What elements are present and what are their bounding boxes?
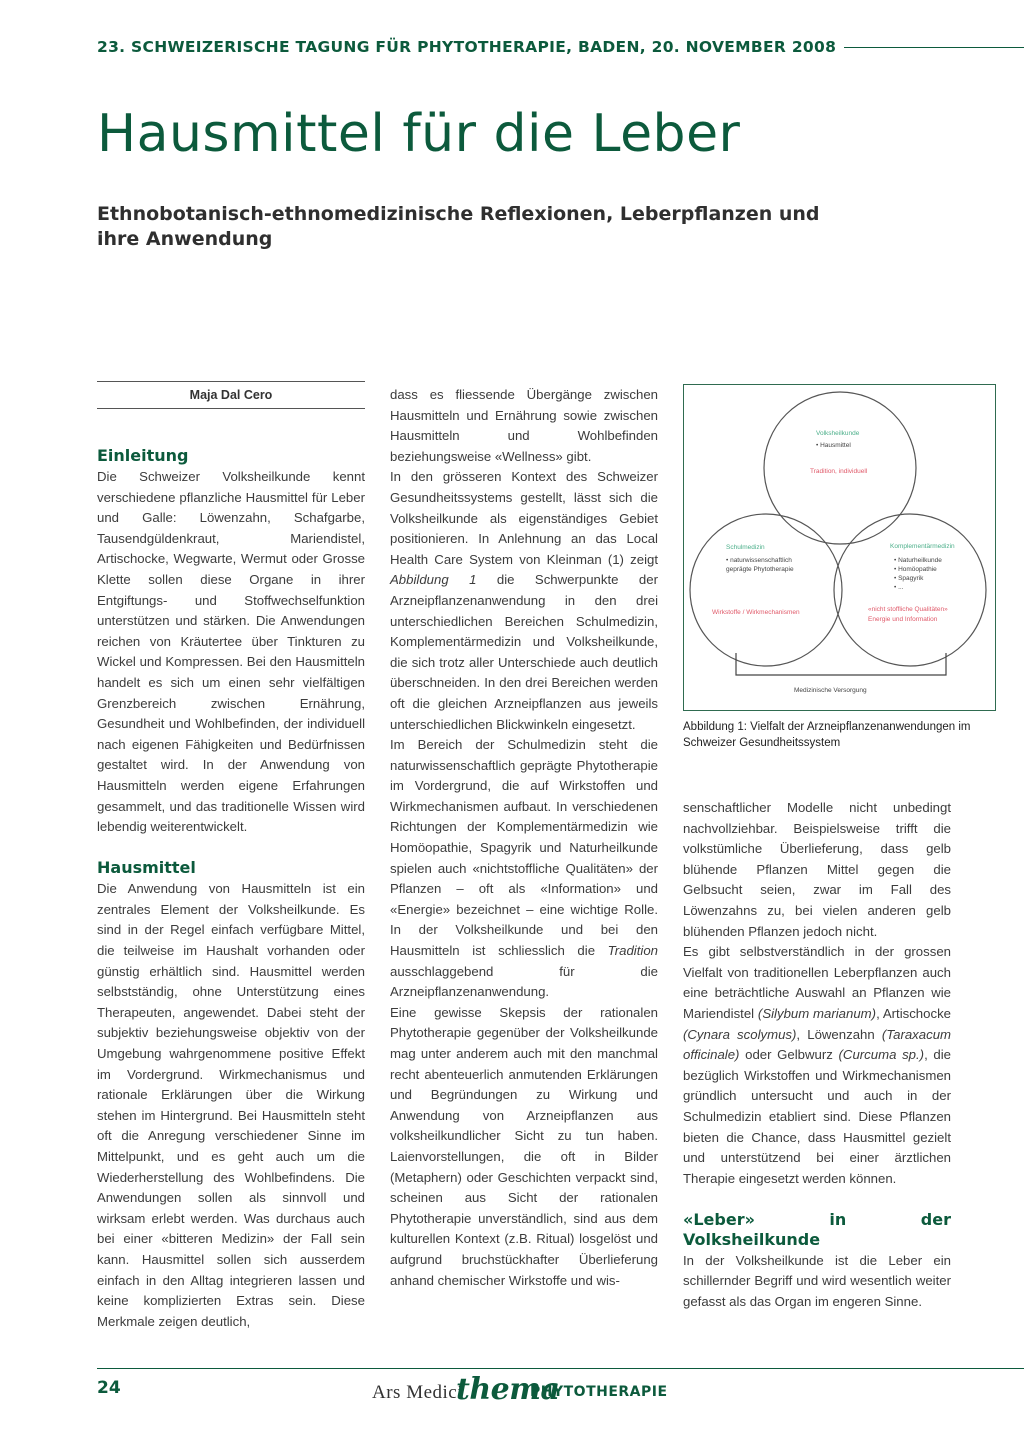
- article-subtitle: Ethnobotanisch-ethnomedizinische Reflexionen, Leberpflanzen und ihre Anwendung: [97, 203, 820, 250]
- label-left-item2: geprägte Phytotherapie: [726, 566, 794, 573]
- footer-rule: [97, 1368, 1024, 1369]
- label-top-red: Tradition, individuell: [810, 468, 868, 475]
- label-left-red: Wirkstoffe / Wirkmechanismen: [712, 609, 800, 616]
- paragraph: Eine gewisse Skepsis der rationalen Phytotherapie gegenüber der Volksheilkunde mag unter anderem auch mit den manchmal recht abenteuerlich anmutenden Erklärungen und Begründungen zu Wirkung und Anwendung von Arzneipflanzen aus volksheilkundlicher Sicht zu tun haben. Laienvorstellungen, die oft in Bilder (Metaphern) oder Geschichten verpackt sind, scheinen aus Sicht der rationalen Phytotherapie unverständlich, sind aus dem kulturellen Kontext (z.B. Ritual) losgelöst und aufgrund bruchstückhafter Überlieferung anhand chemischer Wirkstoffe und wis-: [390, 1004, 658, 1288]
- heading-hausmittel: Hausmittel: [97, 858, 196, 878]
- conference-title: 23. SCHWEIZERISCHE TAGUNG FÜR PHYTOTHERAPIE, BADEN, 20. NOVEMBER 2008: [97, 38, 844, 56]
- running-header: [97, 38, 1024, 58]
- paragraph: In den grösseren Kontext des Schweizer Gesundheitssystems gestellt, lässt sich die Volksheilkunde als eigenständiges Gebiet positionieren. In Anlehnung an das Local Health Care System von Kleinman (1) zeigt Abbildung 1 die Schwerpunkte der Arzneipflanzenanwendung in den drei unterschiedlichen Bereichen Schulmedizin, Komplementärmedizin und Volksheilkunde, die sich trotz aller Unterschiede auch deutlich überschneiden. In den drei Bereichen werden oft die gleichen Arzneipflanzen aus jeweils unterschiedlichen Blickwinkeln eingesetzt.: [390, 469, 658, 732]
- bracket: [736, 653, 946, 675]
- label-right-red1: «nicht stoffliche Qualitäten»: [868, 606, 948, 613]
- paragraph: Die Anwendung von Hausmitteln ist ein zentrales Element der Volksheilkunde. Es sind in der Regel einfach verfügbare Mittel, die teilweise im Haushalt vorhanden oder günstig erhältlich sind. Hausmittel werden selbstständig, ohne Unterstützung eines Therapeuten, angewendet. Dabei steht der subjektiv beziehungsweise objektiv von der Umgebung wahrgenommene positive Effekt im Vordergrund. Wirkmechanismus und rationale Erklärungen über die Wirkung stehen im Hintergrund. Bei Hausmitteln steht oft die Anregung verschiedener Sinne im Mittelpunkt, und es geht auch um die Wiederherstellung des Wohlbefindens. Die Anwendungen sollen als sinnvoll und wirksam erlebt werden. Was durchaus auch bei einer «bitteren Medizin» der Fall sein kann. Hausmittel sollen sich ausserdem einfach in den Alltag integrieren lassen und keine komplizierten Extras sein. Diese Merkmale zeigen deutlich,: [97, 881, 365, 1329]
- circle-komplementaermedizin: [834, 514, 986, 666]
- figure-venn-diagram: [683, 384, 996, 711]
- figure-caption: Abbildung 1: Vielfalt der Arzneipflanzenanwendungen im Schweizer Gesundheitssystem: [683, 721, 971, 749]
- label-right-item3: • Spagyrik: [894, 575, 924, 582]
- paragraph: Es gibt selbstverständlich in der grossen Vielfalt von traditionellen Leberpflanzen auch eine beträchtliche Auswahl an Pflanzen wie Mariendistel (Silybum marianum), Artischocke (Cynara scolymus), Löwenzahn (Taraxacum officinale) oder Gelbwurz (Curcuma sp.), die bezüglich Wirkstoffen und Wirkmechanismen gründlich untersucht und auch in der Schulmedizin etabliert sind. Diese Pflanzen bieten die Chance, dass Hausmittel gezielt und unterstützend bei einer ärztlichen Therapie eingesetzt werden können.: [683, 944, 952, 1186]
- heading-leber: «Leber» in der Volksheilkunde: [683, 1209, 951, 1249]
- label-right-item1: • Naturheilkunde: [894, 557, 942, 564]
- paragraph: Die Schweizer Volksheilkunde kennt verschiedene pflanzliche Hausmittel für Leber und Galle: Löwenzahn, Schafgarbe, Tausendgüldenkraut, Mariendistel, Artischocke, Wegwarte, Wermut oder Grosse Klette sollen diese Organe in ihrer Entgiftungs- und Stoffwechselfunktion unterstützen und stärken. Die Anwendungen reichen von Kräutertee über Tinkturen zu Wickel und Kompressen. Bei den Hausmitteln handelt es sich um einen sehr vielfältigen Grenzbereich zwischen Ernährung, Gesundheit und Wohlbefinden, der individuell nach eigenen Fähigkeiten und Bedürfnissen gestaltet wird. In der Anwendung von Hausmitteln werden eigene Erfahrungen gesammelt, und das traditionelle Wissen wird lebendig weiterentwickelt.: [97, 469, 365, 835]
- paragraph: dass es fliessende Übergänge zwischen Hausmitteln und Ernährung sowie zwischen Hausmitteln und Wohlbefinden beziehungsweise «Wellness» gibt.: [390, 387, 658, 464]
- label-left-item1: • naturwissenschaftlich: [726, 557, 792, 564]
- article-title: Hausmittel für die Leber: [97, 104, 741, 164]
- column-1: [97, 446, 365, 1332]
- author-byline: Maja Dal Cero: [97, 381, 365, 409]
- brand-ars-medici: Ars Medici: [372, 1382, 464, 1403]
- circle-schulmedizin: [690, 514, 842, 666]
- paragraph: Im Bereich der Schulmedizin steht die naturwissenschaftlich geprägte Phytotherapie im Vordergrund, die auf Wirkstoffen und Wirkmechanismen aufbaut. In verschiedenen Richtungen der Komplementärmedizin wie Homöopathie, Spagyrik und Naturheilkunde spielen auch «nichtstoffliche Qualitäten» der Pflanzen – oft als «Information» und «Energie» bezeichnet – eine wichtige Rolle. In der Volksheilkunde und bei den Hausmitteln ist schliesslich die Tradition ausschlaggebend für die Arzneipflanzenanwendung.: [390, 737, 658, 1000]
- brand-section: PHYTOTHERAPIE: [530, 1384, 668, 1400]
- column-2: [390, 385, 658, 1291]
- label-right-item2: • Homöopathie: [894, 566, 937, 573]
- column-3: [683, 798, 951, 1313]
- label-left-title: Schulmedizin: [726, 544, 765, 551]
- paragraph: senschaftlicher Modelle nicht unbedingt nachvollziehbar. Beispielsweise trifft die volkstümliche Überlieferung, dass gelb blühende Pflanzen Mittel gegen die Gelbsucht seien, zwar im Fall des Löwenzahns zu, bei vielen anderen gelb blühenden Pflanzen jedoch nicht.: [683, 800, 951, 939]
- brand-thema: thema: [456, 1372, 560, 1407]
- figure-reference[interactable]: Abbildung 1: [390, 572, 477, 588]
- label-top-item: • Hausmittel: [816, 442, 851, 449]
- label-right-red2: Energie und Information: [868, 616, 938, 623]
- label-top-title: Volksheilkunde: [816, 430, 860, 437]
- paragraph: In der Volksheilkunde ist die Leber ein schillernder Begriff und wird wesentlich weiter gefasst als das Organ im engeren Sinne.: [683, 1252, 951, 1310]
- heading-einleitung: Einleitung: [97, 446, 189, 465]
- label-right-item4: • ...: [894, 584, 904, 591]
- page-number: 24: [97, 1378, 121, 1398]
- venn-svg: [684, 385, 994, 709]
- label-bottom: Medizinische Versorgung: [794, 687, 867, 694]
- label-right-title: Komplementärmedizin: [890, 543, 955, 550]
